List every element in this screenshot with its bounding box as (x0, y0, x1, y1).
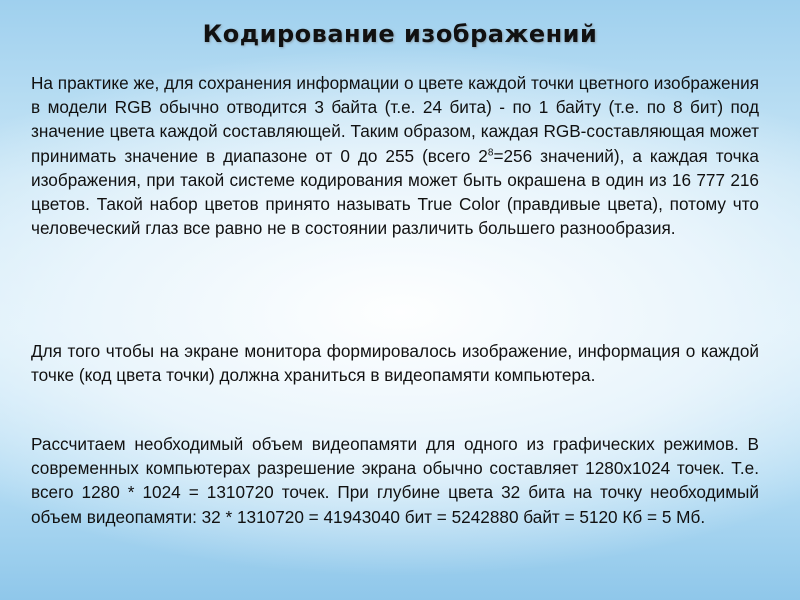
paragraph-rgb-text-start: На практике же, для сохранения информации о цвете каждой точки цветного изображения в модели RGB обычно отводится 3 байта (т.е. 24 бита) - по 1 байту (т.е. по 8 бит) под значение цвета каждой составляющей. Таким образом, каждая RGB-составляющая может принимать значение в диапазоне от 0 до 255 (всего 2 (31, 73, 759, 166)
paragraph-memory-calculation: Рассчитаем необходимый объем видеопамяти для одного из графических режимов. В современных компьютерах разрешение экрана обычно составляет 1280х1024 точек. Т.е. всего 1280 * 1024 = 1310720 точек. При глубине цвета 32 бита на точку необходимый объем видеопамяти: 32 * 1310720 = 41943040 бит = 5242880 байт = 5120 Кб = 5 Мб. (31, 434, 759, 527)
paragraph-rgb-encoding (31, 71, 759, 240)
paragraph-video-memory: Для того чтобы на экране монитора формировалось изображение, информация о каждой точке (код цвета точки) должна храниться в видеопамяти компьютера. (31, 341, 759, 386)
slide-title: Кодирование изображений (202, 20, 598, 48)
paragraph-rgb-text-end: =256 значений), а каждая точка изображения, при такой системе кодирования может быть окрашена в один из 16 777 216 цветов. Такой набор цветов принято называть True Color (правдивые цвета), потому что человеческий глаз все равно не в состоянии различить большего разнообразия. (31, 145, 759, 239)
exponent: 8 (487, 146, 494, 158)
